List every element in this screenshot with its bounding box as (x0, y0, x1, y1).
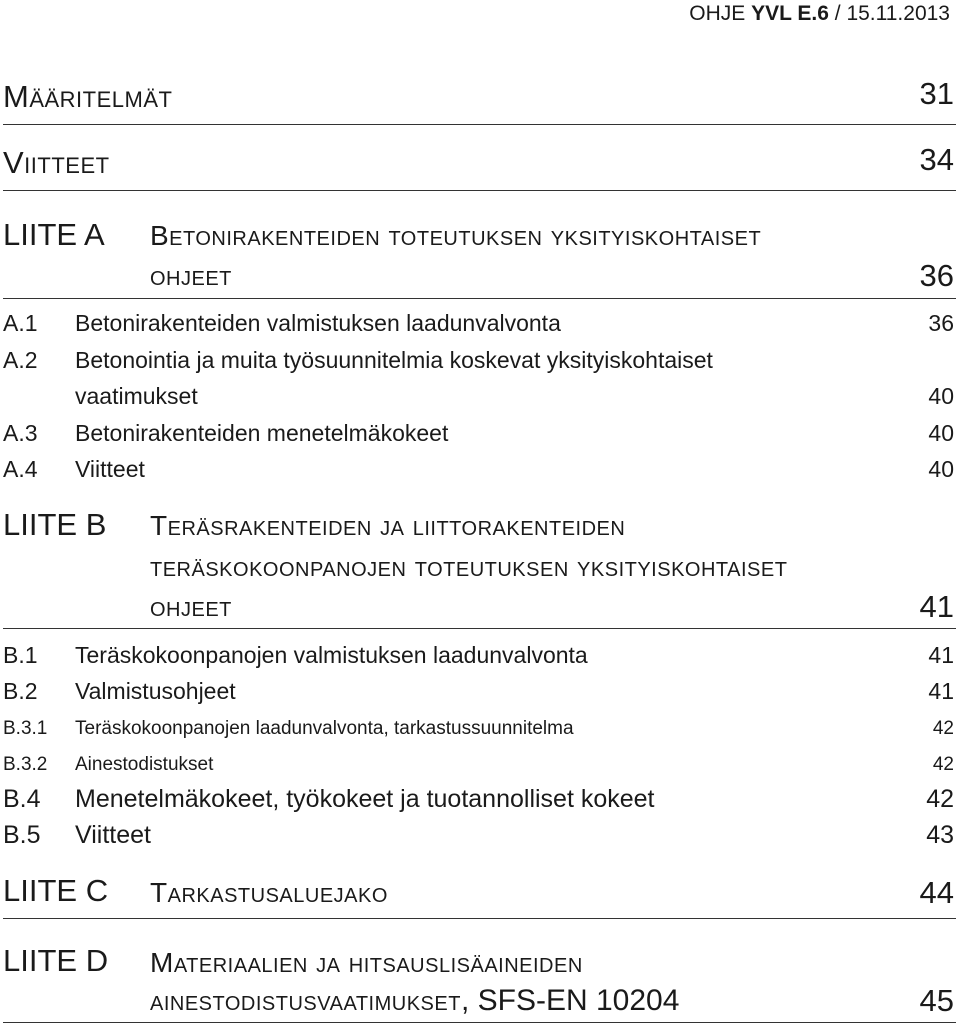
appendix-title-standard: , SFS-EN 10204 (460, 984, 680, 1017)
header-date: / 15.11.2013 (828, 2, 950, 25)
toc-title: Viitteet (3, 145, 110, 180)
appendix-code: LIITE A (3, 217, 105, 252)
subentry-page: 42 (926, 785, 954, 813)
subentry-page: 36 (928, 310, 954, 336)
toc-subentry-b3-1[interactable] (3, 712, 954, 746)
toc-subentry-a2[interactable] (3, 343, 954, 377)
toc-subentry-a1[interactable] (3, 306, 954, 340)
toc-subentry-b5[interactable] (3, 818, 954, 852)
toc-subentry-a3[interactable] (3, 416, 954, 450)
header-prefix: OHJE (689, 2, 752, 25)
subentry-code: A.2 (3, 347, 38, 373)
toc-subentry-a2-cont[interactable] (3, 379, 954, 413)
subentry-title: Menetelmäkokeet, työkokeet ja tuotannolliset kokeet (75, 785, 655, 813)
subentry-code: B.2 (3, 678, 38, 704)
subentry-page: 41 (928, 642, 954, 668)
subentry-page: 42 (932, 718, 954, 739)
toc-subentry-a4[interactable] (3, 452, 954, 486)
appendix-title-line2: teräskokoonpanojen toteutuksen yksityiskohtaiset (150, 551, 788, 582)
toc-entry-liite-d[interactable] (3, 940, 956, 1023)
toc-page-number: 44 (919, 875, 954, 910)
subentry-title: Ainestodistukset (75, 754, 214, 775)
subentry-title: Viitteet (75, 821, 151, 849)
subentry-code: A.3 (3, 420, 38, 446)
toc-page-number: 45 (919, 983, 954, 1018)
subentry-page: 41 (928, 678, 954, 704)
toc-entry-liite-b[interactable] (3, 504, 956, 629)
toc-entry-liite-a[interactable] (3, 214, 956, 299)
subentry-code: B.4 (3, 785, 41, 813)
appendix-title: Tarkastusaluejako (150, 877, 388, 908)
subentry-code: A.4 (3, 456, 38, 482)
toc-page-number: 31 (919, 76, 954, 111)
header-code: YVL E.6 (751, 2, 829, 25)
subentry-title: Betonointia ja muita työsuunnitelmia koskevat yksityiskohtaiset (75, 347, 713, 373)
subentry-title: Betonirakenteiden menetelmäkokeet (75, 420, 449, 446)
toc-entry-maaritelmat[interactable] (3, 76, 956, 125)
subentry-title-cont: vaatimukset (75, 383, 198, 409)
subentry-title: Teräskokoonpanojen laadunvalvonta, tarkastussuunnitelma (75, 718, 574, 739)
subentry-title: Valmistusohjeet (75, 678, 236, 704)
appendix-title-line2: ohjeet (150, 260, 232, 291)
appendix-code: LIITE C (3, 873, 109, 908)
toc-subentry-b3-2[interactable] (3, 748, 954, 782)
subentry-code: B.3.2 (3, 754, 48, 775)
subentry-page: 40 (928, 456, 954, 482)
appendix-title-line1: Materiaalien ja hitsauslisäaineiden (150, 947, 583, 978)
toc-subentry-b1[interactable] (3, 638, 954, 672)
toc-page-number: 34 (919, 142, 954, 177)
toc-page-number: 41 (919, 589, 954, 624)
subentry-code: B.3.1 (3, 718, 48, 739)
appendix-code: LIITE D (3, 943, 109, 978)
document-header (689, 2, 950, 26)
subentry-page: 43 (926, 821, 954, 849)
appendix-title-line3: ohjeet (150, 591, 232, 622)
subentry-code: B.1 (3, 642, 38, 668)
subentry-code: B.5 (3, 821, 41, 849)
appendix-title-line1: Betonirakenteiden toteutuksen yksityiskohtaiset (150, 220, 762, 251)
subentry-title: Teräskokoonpanojen valmistuksen laadunvalvonta (75, 642, 588, 668)
subentry-page: 40 (928, 383, 954, 409)
subentry-page: 40 (928, 420, 954, 446)
subentry-page: 42 (932, 754, 954, 775)
toc-entry-liite-c[interactable] (3, 870, 956, 919)
appendix-code: LIITE B (3, 507, 107, 542)
subentry-title: Viitteet (75, 456, 145, 482)
toc-page-number: 36 (919, 258, 954, 293)
subentry-title: Betonirakenteiden valmistuksen laadunvalvonta (75, 310, 561, 336)
toc-entry-viitteet[interactable] (3, 142, 956, 191)
toc-title: Määritelmät (3, 79, 173, 114)
toc-subentry-b2[interactable] (3, 674, 954, 708)
toc-subentry-b4[interactable] (3, 782, 954, 816)
appendix-title-line2: ainestodistusvaatimukset (150, 985, 461, 1016)
appendix-title-line1: Teräsrakenteiden ja liittorakenteiden (150, 510, 626, 541)
subentry-code: A.1 (3, 310, 38, 336)
